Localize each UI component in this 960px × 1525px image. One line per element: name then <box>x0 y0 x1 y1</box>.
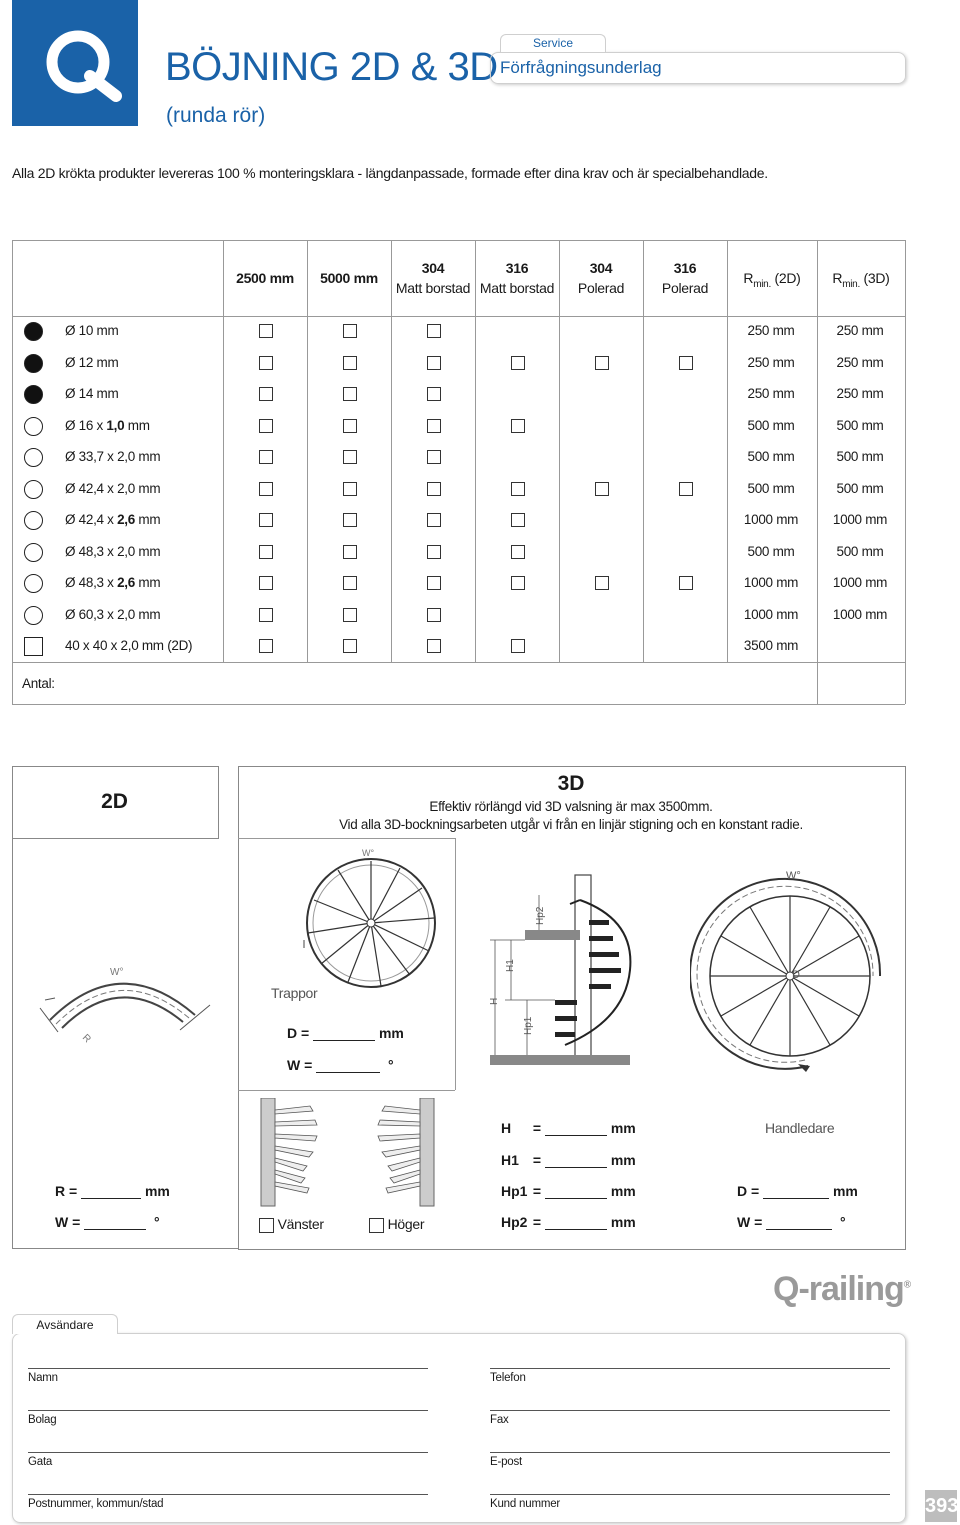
brand-trademark: ® <box>903 1279 911 1291</box>
row-label <box>65 607 160 622</box>
hp1-field[interactable]: Hp1 = mm <box>501 1183 636 1199</box>
table-col-line <box>223 240 224 662</box>
table-col-line <box>643 240 644 662</box>
rmin-2d-value: 500 mm <box>747 543 795 559</box>
option-checkbox[interactable] <box>595 576 609 590</box>
row-label <box>65 481 160 496</box>
d-label: D <box>287 1025 298 1041</box>
sender-field-label: Fax <box>490 1414 509 1426</box>
option-checkbox[interactable] <box>259 576 273 590</box>
row-label-text: Ø 42,4 x 2,0 mm <box>65 480 161 496</box>
filled-circle-icon <box>24 385 43 404</box>
open-circle-icon <box>24 448 43 467</box>
option-checkbox[interactable] <box>427 324 441 338</box>
hp2-label: Hp2 <box>535 906 546 925</box>
page-title: BÖJNING 2D & 3D <box>165 45 498 89</box>
left-label: Vänster <box>277 1216 324 1232</box>
option-checkbox[interactable] <box>259 513 273 527</box>
rmin-r: R <box>832 270 843 286</box>
rmin-3d-value: 250 mm <box>836 354 884 370</box>
table-border-left <box>12 240 13 704</box>
option-checkbox[interactable] <box>427 356 441 370</box>
handrail-top-view-diagram <box>690 866 895 1081</box>
option-checkbox[interactable] <box>511 419 525 433</box>
sender-field-label: Postnummer, kommun/stad <box>28 1498 164 1510</box>
sender-field-label: Kund nummer <box>490 1498 561 1510</box>
option-checkbox[interactable] <box>427 608 441 622</box>
column-header-title: 316 <box>673 260 697 276</box>
sender-field-line[interactable] <box>28 1410 428 1411</box>
option-checkbox[interactable] <box>679 356 693 370</box>
page-number: 393 <box>925 1490 957 1522</box>
open-circle-icon <box>24 606 43 625</box>
option-checkbox[interactable] <box>427 545 441 559</box>
table-col-line <box>391 240 392 662</box>
option-checkbox[interactable] <box>427 387 441 401</box>
d-label: D <box>737 1183 748 1199</box>
row-label <box>65 544 160 559</box>
row-label-text: Ø 16 x <box>65 417 107 433</box>
option-checkbox[interactable] <box>259 639 273 653</box>
intro-text: Alla 2D krökta produkter levereras 100 % monteringsklara - längdanpassade, formade efter dina krav och är specialbehandlade. <box>12 165 768 181</box>
section-2d-title: 2D <box>101 790 128 813</box>
column-header <box>391 258 475 298</box>
rmin-2d-value: 1000 mm <box>743 512 799 527</box>
handrail-d-field[interactable]: D = mm <box>737 1183 858 1199</box>
sender-field-line[interactable] <box>490 1452 890 1453</box>
table-antal-line <box>12 662 905 663</box>
brand-wordmark <box>773 1270 910 1309</box>
sender-field-label: Bolag <box>28 1414 57 1426</box>
option-checkbox[interactable] <box>511 356 525 370</box>
w-label: W <box>287 1057 301 1073</box>
handrail-caption: Handledare <box>765 1120 835 1136</box>
row-label-text: Ø 12 mm <box>65 354 119 370</box>
rmin-sub: min. <box>842 278 860 290</box>
option-checkbox[interactable] <box>343 450 357 464</box>
column-header <box>643 258 727 298</box>
sender-field-line[interactable] <box>28 1494 428 1495</box>
2d-angle-label: W° <box>110 967 124 978</box>
degree-symbol: ° <box>839 1214 846 1230</box>
h1-field-label: H1 <box>501 1152 519 1168</box>
option-checkbox[interactable] <box>343 639 357 653</box>
w-label: W <box>55 1214 69 1230</box>
table-border-top <box>12 240 905 241</box>
handrail-d-label: D <box>792 969 800 981</box>
rmin-sub: min. <box>753 278 771 290</box>
open-circle-icon <box>24 480 43 499</box>
unit-mm: mm <box>610 1183 636 1199</box>
option-checkbox[interactable] <box>343 482 357 496</box>
option-checkbox[interactable] <box>679 576 693 590</box>
row-label <box>65 575 160 590</box>
open-circle-icon <box>24 574 43 593</box>
page-subtitle: (runda rör) <box>166 104 266 127</box>
table-col-line <box>817 240 818 704</box>
unit-mm: mm <box>610 1120 636 1136</box>
rmin-3d-value: 1000 mm <box>832 512 888 527</box>
row-label <box>65 386 118 401</box>
degree-symbol: ° <box>387 1057 394 1073</box>
column-header-subtitle: Polerad <box>661 280 709 296</box>
column-header <box>559 258 643 298</box>
column-header <box>475 258 559 298</box>
row-label-text: 40 x 40 x 2,0 mm (2D) <box>65 638 193 653</box>
rmin-2d-value: 250 mm <box>747 386 795 401</box>
option-checkbox[interactable] <box>427 576 441 590</box>
column-header-title: 304 <box>589 260 613 276</box>
option-checkbox[interactable] <box>259 356 273 370</box>
unit-mm: mm <box>378 1025 404 1041</box>
spiral-stairs-illustration <box>255 1098 440 1208</box>
rmin-tail: (3D) <box>859 270 890 286</box>
sender-field-label: E-post <box>490 1456 523 1468</box>
table-header-line <box>12 316 905 317</box>
hp1-label: Hp1 <box>523 1016 534 1035</box>
option-checkbox[interactable] <box>511 513 525 527</box>
filled-circle-icon <box>24 354 43 373</box>
rmin-2d-value: 250 mm <box>747 323 795 338</box>
h1-field[interactable]: H1 = mm <box>501 1152 636 1168</box>
open-circle-icon <box>24 543 43 562</box>
sender-field-label: Namn <box>28 1372 58 1384</box>
option-checkbox[interactable] <box>427 639 441 653</box>
rmin-3d-value: 500 mm <box>836 480 884 496</box>
3d-note-2: Vid alla 3D-bockningsarbeten utgår vi från en linjär stigning och en konstant radie. <box>339 817 803 832</box>
unit-mm: mm <box>610 1152 636 1168</box>
option-checkbox[interactable] <box>343 608 357 622</box>
option-checkbox[interactable] <box>511 639 525 653</box>
left-option[interactable] <box>259 1216 324 1233</box>
handrail-w-field[interactable]: W = ° <box>737 1214 846 1230</box>
row-label-bold: 2,6 <box>117 512 135 527</box>
3d-note-1: Effektiv rörlängd vid 3D valsning är max 3500mm. <box>429 799 713 814</box>
option-checkbox[interactable] <box>343 419 357 433</box>
stairs-top-view-diagram <box>296 848 446 998</box>
column-header <box>307 268 391 288</box>
option-checkbox[interactable] <box>679 482 693 496</box>
rmin-2d-value: 3500 mm <box>743 638 799 653</box>
column-header-title: 2500 mm <box>236 270 294 286</box>
row-label-text: Ø 10 mm <box>65 323 119 338</box>
table-col-line <box>307 240 308 662</box>
option-checkbox[interactable] <box>343 356 357 370</box>
rmin-2d-value: 500 mm <box>747 449 795 464</box>
antal-label: Antal: <box>22 676 55 691</box>
rmin-3d-value: 250 mm <box>836 323 884 338</box>
square-profile-icon <box>24 637 43 656</box>
row-label-suffix: mm <box>124 417 150 433</box>
rmin-3d-value: 250 mm <box>836 386 884 401</box>
hp2-field-label: Hp2 <box>501 1214 528 1230</box>
right-checkbox[interactable] <box>369 1218 384 1233</box>
option-checkbox[interactable] <box>343 387 357 401</box>
h-field-label: H <box>501 1120 512 1136</box>
row-label-text: Ø 14 mm <box>65 386 119 401</box>
option-checkbox[interactable] <box>427 419 441 433</box>
row-label-suffix: mm <box>134 575 161 590</box>
sender-field-label: Telefon <box>490 1372 526 1384</box>
rmin-r: R <box>743 270 754 286</box>
option-checkbox[interactable] <box>259 482 273 496</box>
row-label <box>65 512 160 527</box>
row-label-text: Ø 33,7 x 2,0 mm <box>65 449 161 464</box>
option-checkbox[interactable] <box>259 419 273 433</box>
option-checkbox[interactable] <box>343 324 357 338</box>
option-checkbox[interactable] <box>259 545 273 559</box>
rmin-3d-value: 500 mm <box>836 417 884 433</box>
service-tab: Service <box>500 34 606 52</box>
section-3d-title: 3D <box>557 772 585 795</box>
row-label-text: Ø 48,3 x 2,0 mm <box>65 543 161 559</box>
3d-d-field[interactable]: D = mm <box>287 1025 404 1041</box>
row-label <box>65 355 118 370</box>
rmin-2d-value: 250 mm <box>747 354 795 370</box>
row-label-text: Ø 48,3 x <box>65 575 118 590</box>
row-label-suffix: mm <box>134 512 161 527</box>
service-value: Förfrågningsunderlag <box>500 58 662 77</box>
h1-label: H1 <box>505 959 516 972</box>
option-checkbox[interactable] <box>511 482 525 496</box>
column-header-subtitle: Matt borstad <box>395 280 471 296</box>
sender-field-line[interactable] <box>490 1494 890 1495</box>
sender-field-line[interactable] <box>490 1368 890 1369</box>
open-circle-icon <box>24 511 43 530</box>
option-checkbox[interactable] <box>343 513 357 527</box>
stairs-side-view-diagram <box>485 870 650 1070</box>
handrail-angle-label: W° <box>786 870 801 882</box>
rmin-3d-value: 500 mm <box>836 543 884 559</box>
sender-field-line[interactable] <box>490 1410 890 1411</box>
brand-logo <box>12 0 138 126</box>
column-header-title: 5000 mm <box>320 270 378 286</box>
w-label: W <box>737 1214 751 1230</box>
sender-field-label: Gata <box>28 1456 53 1468</box>
sender-field-line[interactable] <box>28 1368 428 1369</box>
row-label-text: Ø 60,3 x 2,0 mm <box>65 606 161 622</box>
option-checkbox[interactable] <box>259 450 273 464</box>
option-checkbox[interactable] <box>343 545 357 559</box>
2d-radius-label: R <box>79 1032 93 1046</box>
hp2-field[interactable]: Hp2 = mm <box>501 1214 636 1230</box>
3d-w-field[interactable]: W = ° <box>287 1057 394 1073</box>
right-label: Höger <box>387 1216 425 1232</box>
rmin-2d-value: 1000 mm <box>743 606 799 622</box>
r-label: R <box>55 1183 66 1199</box>
rmin-3d-value: 1000 mm <box>832 575 888 590</box>
q-logo-icon <box>12 0 138 126</box>
rmin-2d-value: 500 mm <box>747 417 795 433</box>
row-label <box>65 323 118 338</box>
option-checkbox[interactable] <box>427 513 441 527</box>
row-label-bold: 2,6 <box>117 575 135 590</box>
brand-name: Q-railing <box>773 1270 904 1308</box>
option-checkbox[interactable] <box>427 482 441 496</box>
hp1-field-label: Hp1 <box>501 1183 528 1199</box>
table-border-right <box>905 240 906 704</box>
option-checkbox[interactable] <box>259 608 273 622</box>
option-checkbox[interactable] <box>259 324 273 338</box>
rmin-3d-value: 500 mm <box>836 449 884 464</box>
option-checkbox[interactable] <box>595 356 609 370</box>
option-checkbox[interactable] <box>343 576 357 590</box>
rmin-header <box>817 268 905 295</box>
column-header-title: 316 <box>505 260 529 276</box>
table-col-line <box>475 240 476 662</box>
rmin-3d-value: 1000 mm <box>832 606 888 622</box>
rmin-tail: (2D) <box>770 270 801 286</box>
sender-field-line[interactable] <box>28 1452 428 1453</box>
unit-mm: mm <box>832 1183 858 1199</box>
h-label: H <box>489 997 500 1005</box>
right-option[interactable] <box>369 1216 424 1233</box>
option-checkbox[interactable] <box>511 545 525 559</box>
row-label-text: Ø 42,4 x <box>65 512 118 527</box>
row-label-bold: 1,0 <box>106 417 125 433</box>
2d-r-field[interactable]: R = mm <box>55 1183 170 1199</box>
column-header-subtitle: Polerad <box>577 280 625 296</box>
column-header-title: 304 <box>421 260 445 276</box>
degree-symbol: ° <box>153 1214 160 1230</box>
table-col-line <box>727 240 728 662</box>
left-checkbox[interactable] <box>259 1218 274 1233</box>
column-header-subtitle: Matt borstad <box>479 280 555 296</box>
h-field[interactable]: H = mm <box>501 1120 636 1136</box>
2d-arc-diagram <box>20 960 235 1050</box>
unit-mm: mm <box>610 1214 636 1230</box>
option-checkbox[interactable] <box>259 387 273 401</box>
rmin-2d-value: 1000 mm <box>743 575 799 590</box>
column-header <box>223 268 307 288</box>
rmin-header <box>727 268 817 295</box>
option-checkbox[interactable] <box>511 576 525 590</box>
row-label <box>65 418 150 433</box>
table-border-bottom <box>12 704 905 705</box>
row-label <box>65 638 192 653</box>
table-col-line <box>559 240 560 662</box>
option-checkbox[interactable] <box>427 450 441 464</box>
option-checkbox[interactable] <box>595 482 609 496</box>
stairs-caption: Trappor <box>271 985 318 1001</box>
unit-mm: mm <box>144 1183 170 1199</box>
filled-circle-icon <box>24 322 43 341</box>
stairs-angle-label: W° <box>362 848 375 858</box>
row-label <box>65 449 160 464</box>
rmin-2d-value: 500 mm <box>747 480 795 496</box>
sender-tab: Avsändare <box>12 1314 118 1334</box>
2d-w-field[interactable]: W = ° <box>55 1214 160 1230</box>
open-circle-icon <box>24 417 43 436</box>
